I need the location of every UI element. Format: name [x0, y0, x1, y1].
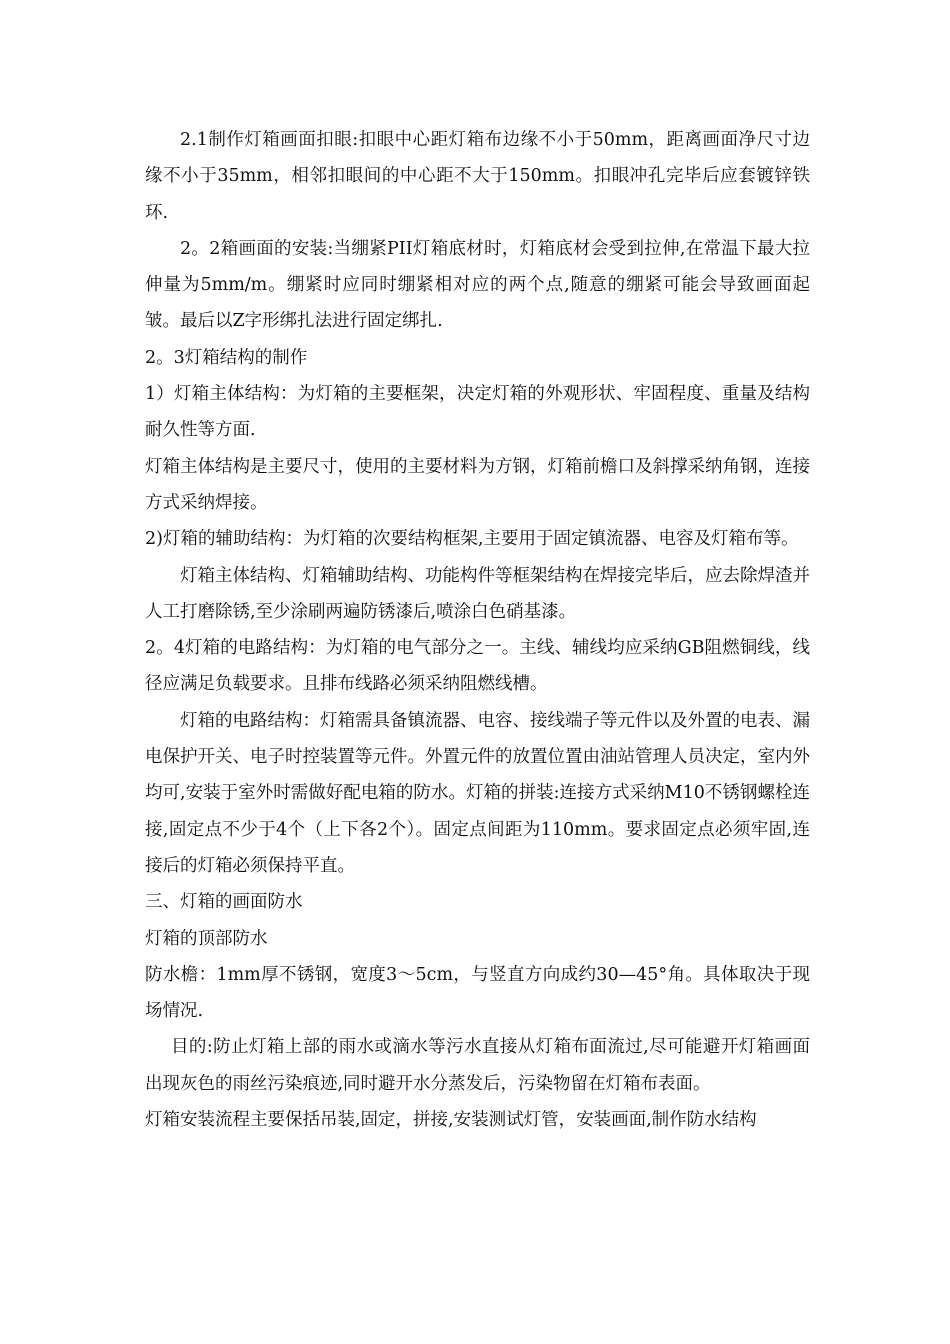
paragraph-eyelet: 2.1制作灯箱画面扣眼:扣眼中心距灯箱布边缘不小于50mm，距离画面净尺寸边缘不小于35mm，相邻扣眼间的中心距不大于150mm。扣眼冲孔完毕后应套镀锌铁环. [145, 130, 810, 223]
subheading-top-waterproof: 灯箱的顶部防水 [145, 928, 268, 949]
paragraph-welding: 灯箱主体结构、灯箱辅助结构、功能构件等框架结构在焊接完毕后，应去除焊渣并人工打磨除锈,至少涂刷两遍防锈漆后,喷涂白色硝基漆。 [145, 565, 810, 622]
paragraph-installation: 2。2箱画面的安装:当绷紧PII灯箱底材时，灯箱底材会受到拉伸,在常温下最大拉伸量为5mm/m。绷紧时应同时绷紧相对应的两个点,随意的绷紧可能会导致画面起皱。最后以Z字形绑扎法进行固定绑扎. [145, 238, 810, 332]
paragraph-auxiliary-structure: 2)灯箱的辅助结构：为灯箱的次要结构框架,主要用于固定镇流器、电容及灯箱布等。 [145, 529, 799, 550]
document-body [145, 122, 810, 1138]
section-heading-waterproof: 三、灯箱的画面防水 [145, 892, 303, 913]
paragraph-drip-edge: 防水檐：1mm厚不锈钢，宽度3～5cm，与竖直方向成约30—45°角。具体取决于现场情况. [145, 964, 810, 1022]
paragraph-circuit: 2。4灯箱的电路结构：为灯箱的电气部分之一。主线、辅线均应采纳GB阻燃铜线，线径应满足负载要求。且排布线路必须采纳阻燃线槽。 [145, 638, 810, 695]
paragraph-purpose: 目的:防止灯箱上部的雨水或滴水等污水直接从灯箱布面流过,尽可能避开灯箱画面出现灰色的雨丝污染痕迹,同时避开水分蒸发后，污染物留在灯箱布表面。 [145, 1037, 810, 1094]
paragraph-main-structure: 1）灯箱主体结构：为灯箱的主要框架，决定灯箱的外观形状、牢固程度、重量及结构耐久性等方面. [145, 384, 810, 441]
section-heading-structure: 2。3灯箱结构的制作 [145, 347, 308, 368]
paragraph-install-process: 灯箱安装流程主要保括吊装,固定，拼接,安装测试灯管，安装画面,制作防水结构 [145, 1110, 757, 1131]
paragraph-circuit-detail: 灯箱的电路结构：灯箱需具备镇流器、电容、接线端子等元件以及外置的电表、漏电保护开关、电子时控装置等元件。外置元件的放置位置由油站管理人员决定，室内外均可,安装于室外时需做好配电箱的防水。灯箱的拼装:连接方式采纳M10不锈钢螺栓连接,固定点不少于4个（上下各2个）。固定点间距为110mm。要求固定点必须牢固,连接后的灯箱必须保持平直。 [145, 710, 810, 876]
paragraph-main-structure-detail: 灯箱主体结构是主要尺寸，使用的主要材料为方钢，灯箱前檐口及斜撑采纳角钢，连接方式采纳焊接。 [145, 456, 810, 513]
